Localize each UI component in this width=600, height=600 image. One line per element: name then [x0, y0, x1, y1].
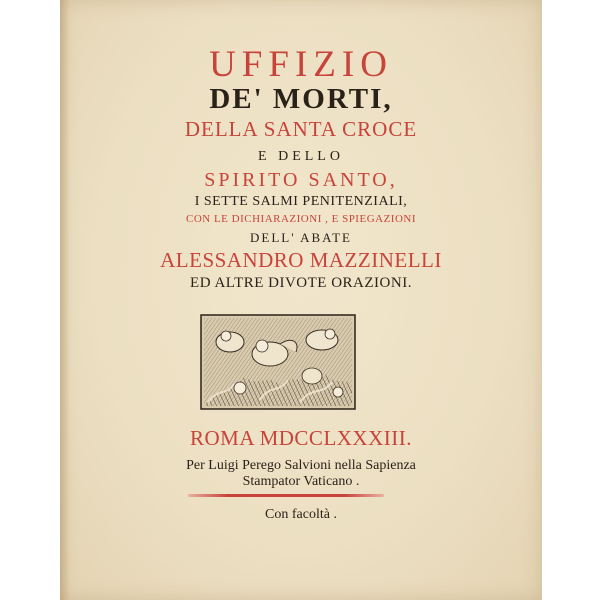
printer-line-1: Per Luigi Perego Salvioni nella Sapienza [186, 458, 416, 473]
place-and-date: ROMA MDCCLXXXIII. [189, 426, 412, 450]
red-divider-rule [188, 494, 384, 497]
title-spirito-santo: SPIRITO SANTO, [204, 169, 398, 191]
printer-line-2: Stampator Vaticano . [242, 474, 360, 489]
book-title-page [60, 0, 542, 600]
title-e-dello: E DELLO [258, 149, 344, 164]
engraved-vignette-icon [200, 314, 356, 410]
subtitle-orazioni: ED ALTRE DIVOTE ORAZIONI. [190, 275, 412, 291]
subtitle-abate: DELL' ABATE [250, 230, 352, 245]
title-uffizio: UFFIZIO [209, 44, 393, 85]
subtitle-dichiarazioni: CON LE DICHIARAZIONI , E SPIEGAZIONI [185, 213, 417, 225]
subtitle-salmi: I SETTE SALMI PENITENZIALI, [194, 194, 408, 209]
title-de-morti: DE' MORTI, [209, 83, 393, 115]
title-santa-croce: DELLA SANTA CROCE [184, 117, 418, 141]
license-note: Con facoltà . [265, 507, 337, 522]
author-name: ALESSANDRO MAZZINELLI [160, 248, 442, 272]
